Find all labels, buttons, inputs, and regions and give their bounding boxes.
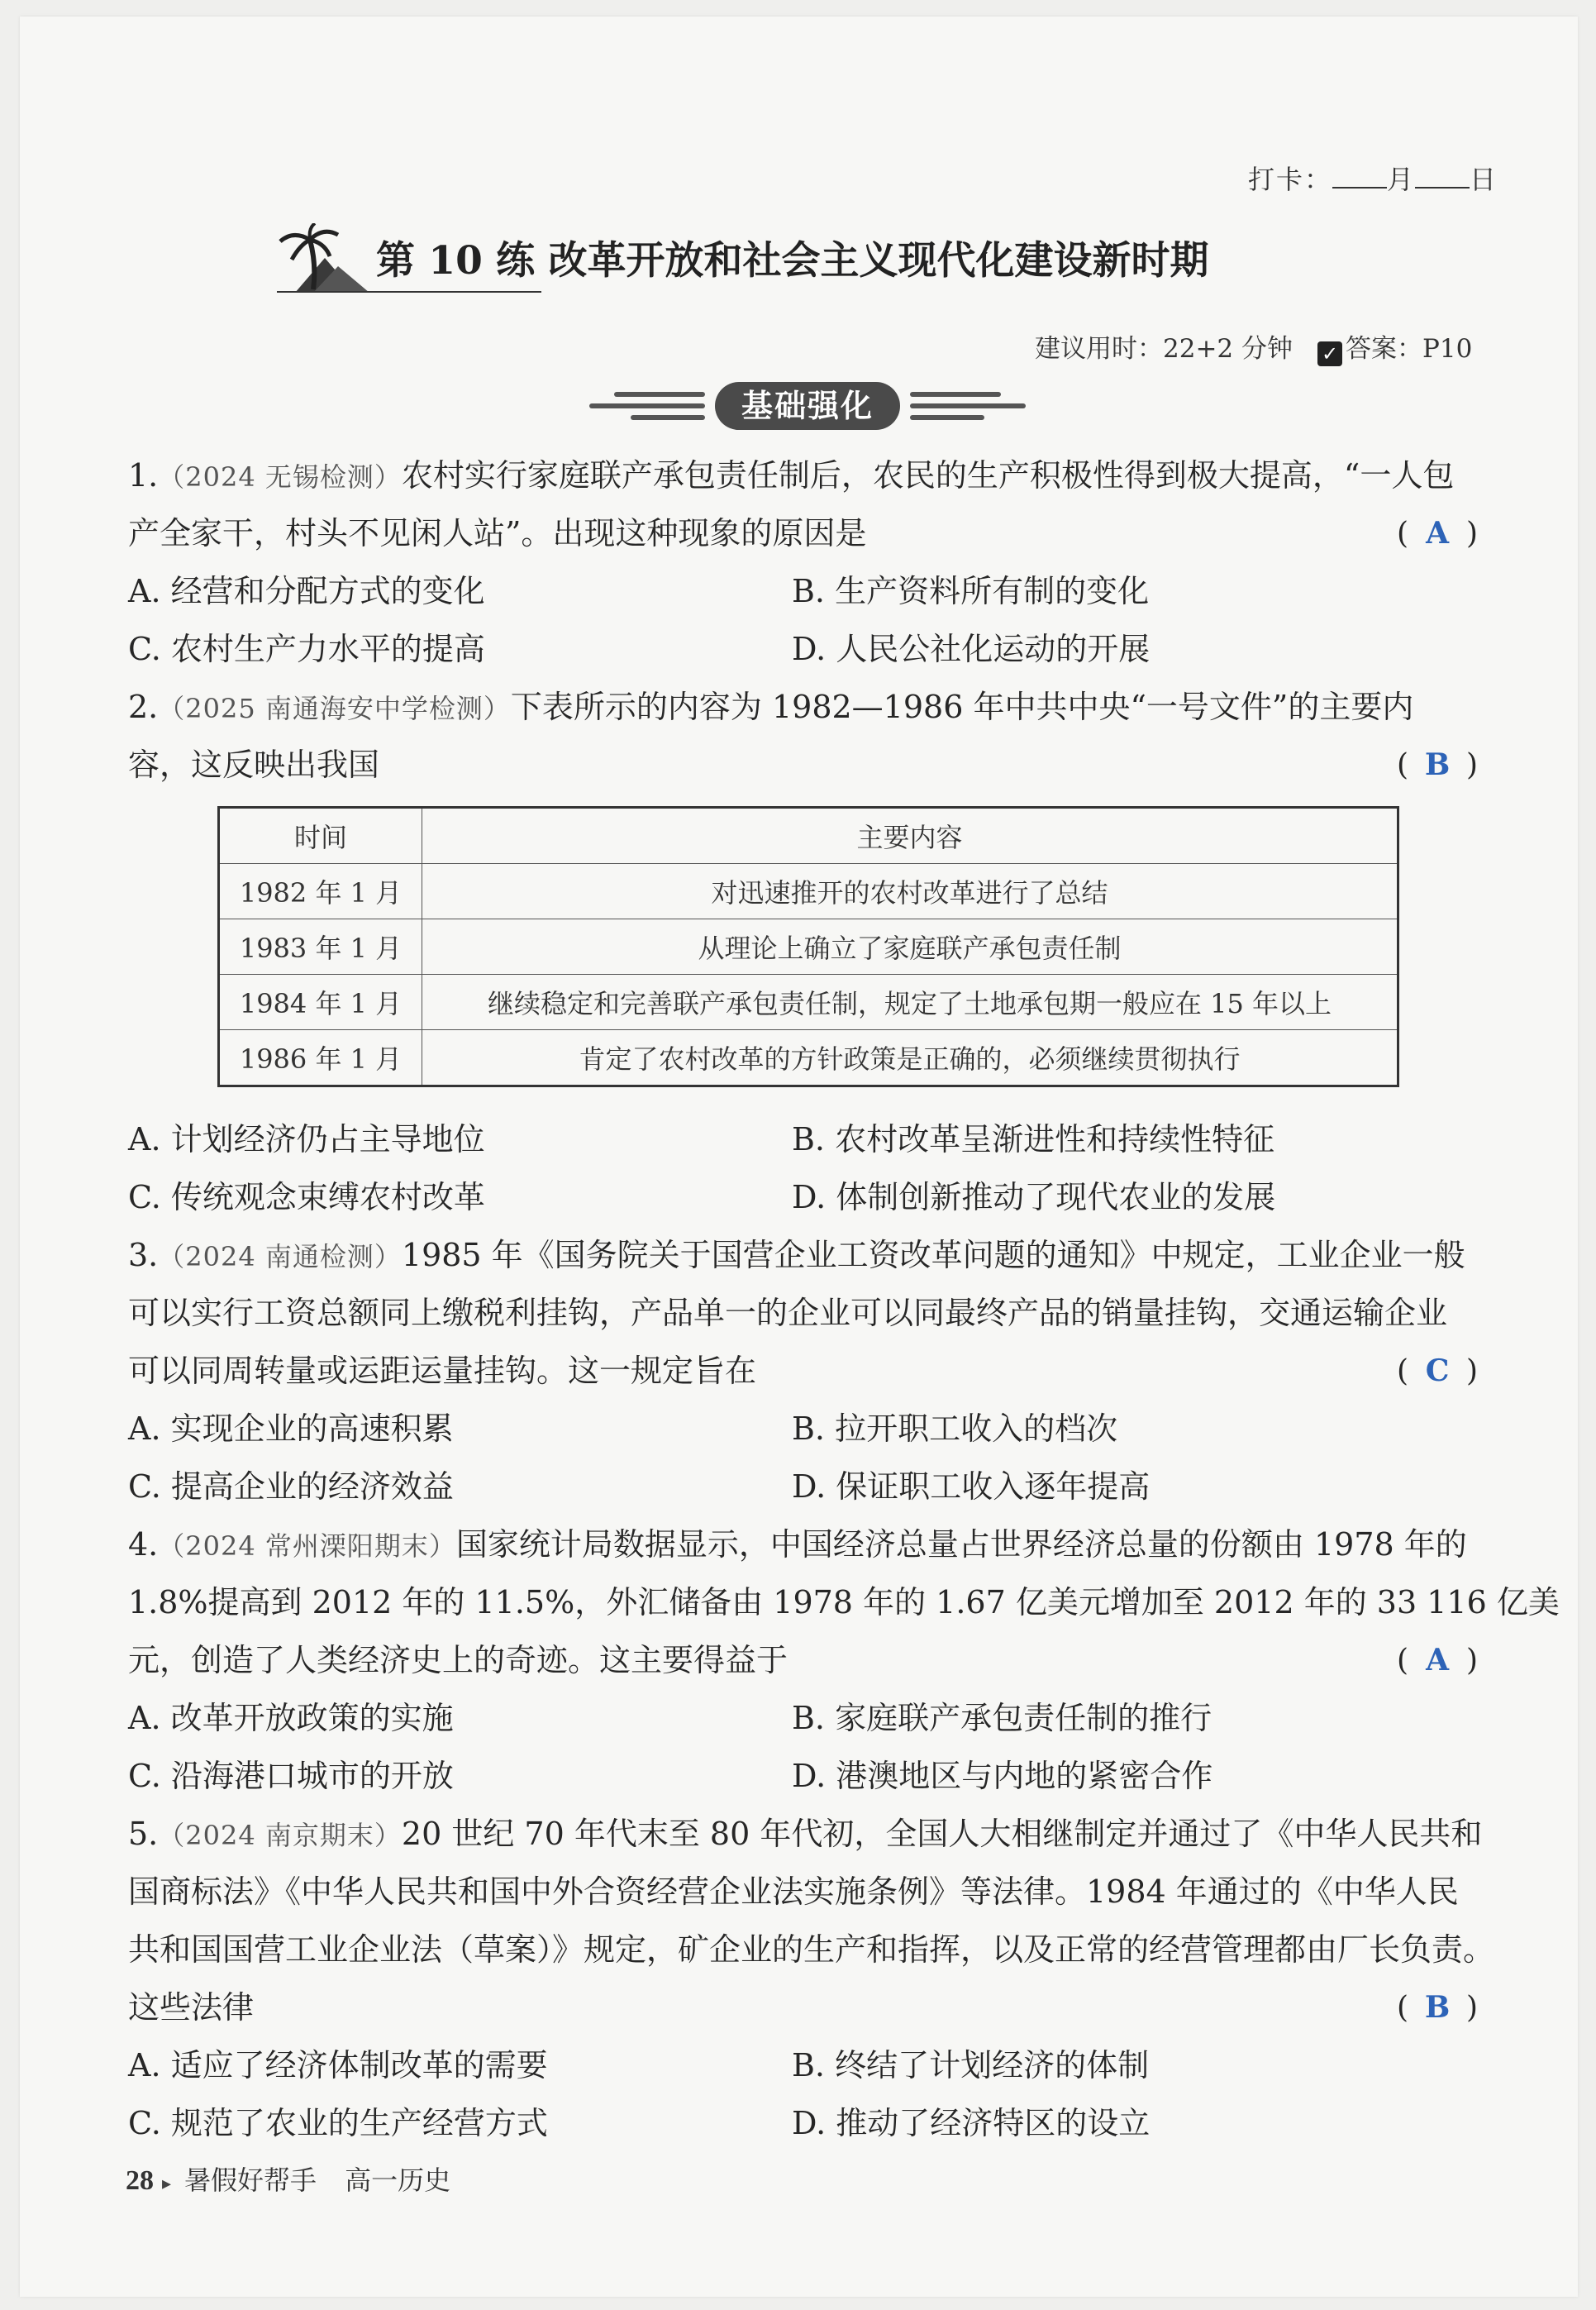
question-number: 3. <box>128 1237 159 1273</box>
question-2-line-1 <box>128 688 1413 728</box>
table-row <box>219 975 1398 1030</box>
option-c[interactable]: C. 传统观念束缚农村改革 <box>128 1179 485 1215</box>
table-header-row <box>219 808 1398 864</box>
table-row <box>219 919 1398 975</box>
question-4-answer: ( A ) <box>1397 1643 1479 1678</box>
table-row <box>219 864 1398 919</box>
option-a[interactable]: A. 改革开放政策的实施 <box>128 1700 454 1736</box>
question-4-line-1 <box>128 1525 1467 1565</box>
option-b[interactable]: B. 生产资料所有制的变化 <box>792 573 1150 609</box>
answer-letter: C <box>1425 1353 1450 1388</box>
table-row <box>219 1030 1398 1086</box>
option-d[interactable]: D. 港澳地区与内地的紧密合作 <box>792 1758 1213 1794</box>
option-c[interactable]: C. 提高企业的经济效益 <box>128 1468 454 1505</box>
question-source: （2024 常州溧阳期末） <box>158 1530 456 1562</box>
question-4-line-3: 元，创造了人类经济史上的奇迹。这主要得益于 <box>128 1642 788 1678</box>
subject-label: 高一历史 <box>345 2164 451 2196</box>
table-header-content: 主要内容 <box>422 808 1398 864</box>
palm-tree-icon <box>277 223 376 294</box>
question-source: （2024 无锡检测） <box>158 461 402 493</box>
option-b[interactable]: B. 家庭联产承包责任制的推行 <box>792 1700 1212 1736</box>
question-5-line-1 <box>128 1815 1482 1854</box>
question-5-line-3: 共和国国营工业企业法（草案）》规定，矿企业的生产和指挥，以及正常的经营管理都由厂长负责。 <box>128 1931 1495 1968</box>
option-a[interactable]: A. 经营和分配方式的变化 <box>128 573 485 609</box>
question-1-line-2: 产全家干，村头不见闲人站”。出现这种现象的原因是 <box>128 515 867 551</box>
stripe-decoration <box>614 392 705 397</box>
option-b[interactable]: B. 拉开职工收入的档次 <box>792 1410 1118 1447</box>
option-d[interactable]: D. 保证职工收入逐年提高 <box>792 1468 1151 1505</box>
question-5-line-4: 这些法律 <box>128 1989 255 2026</box>
section-title: 基础强化 <box>715 382 900 430</box>
answer-letter: A <box>1426 1643 1450 1678</box>
option-a[interactable]: A. 计划经济仍占主导地位 <box>128 1121 485 1157</box>
question-3-line-1 <box>128 1236 1465 1276</box>
question-5-answer: ( B ) <box>1397 1990 1479 2025</box>
question-3-line-3: 可以同周转量或运距运量挂钩。这一规定旨在 <box>128 1353 757 1389</box>
question-3-line-2: 可以实行工资总额同上缴税利挂钩，产品单一的企业可以同最终产品的销量挂钩，交通运输企业 <box>128 1295 1448 1331</box>
table-header-time: 时间 <box>219 808 422 864</box>
book-title: 暑假好帮手 <box>184 2164 317 2196</box>
question-number: 4. <box>128 1526 159 1563</box>
policy-table <box>217 806 1399 1087</box>
page-number: 28 <box>126 2165 154 2196</box>
question-source: （2024 南通检测） <box>158 1241 402 1272</box>
section-header <box>581 382 1027 433</box>
table-cell-time: 1983 年 1 月 <box>219 919 422 975</box>
punch-label: 打卡： <box>1248 164 1333 195</box>
answer-letter: B <box>1424 747 1451 782</box>
answer-letter: A <box>1426 516 1450 551</box>
question-5-line-2: 国商标法》《中华人民共和国中外合资经营企业法实施条例》等法律。1984 年通过的《中华人民 <box>128 1873 1459 1910</box>
lesson-title: 第 10 练 改革开放和社会主义现代化建设新时期 <box>376 238 1209 284</box>
question-stem: 20 世纪 70 年代末至 80 年代初，全国人大相继制定并通过了《中华人民共和 <box>401 1816 1483 1852</box>
option-d[interactable]: D. 体制创新推动了现代农业的发展 <box>792 1179 1276 1215</box>
question-source: （2025 南通海安中学检测） <box>158 693 511 724</box>
option-a[interactable]: A. 实现企业的高速积累 <box>128 1410 454 1447</box>
option-c[interactable]: C. 农村生产力水平的提高 <box>128 631 485 667</box>
question-number: 1. <box>128 457 159 494</box>
table-cell-time: 1986 年 1 月 <box>219 1030 422 1086</box>
question-3-answer: ( C ) <box>1397 1353 1479 1388</box>
question-number: 2. <box>128 689 159 725</box>
question-4-line-2: 1.8%提高到 2012 年的 11.5%，外汇储备由 1978 年的 1.67 亿美元增加至 2012 年的 33 116 亿美 <box>128 1584 1560 1620</box>
lesson-title-block <box>277 223 1351 298</box>
question-stem: 下表所示的内容为 1982—1986 年中共中央“一号文件”的主要内 <box>510 689 1414 725</box>
question-number: 5. <box>128 1816 159 1852</box>
table-cell-content: 肯定了农村改革的方针政策是正确的，必须继续贯彻执行 <box>422 1030 1398 1086</box>
triangle-right-icon: ▸ <box>162 2174 172 2194</box>
suggested-time: 建议用时：22+2 分钟 <box>1035 334 1293 364</box>
option-b[interactable]: B. 农村改革呈渐进性和持续性特征 <box>792 1121 1275 1157</box>
question-1-answer: ( A ) <box>1397 516 1479 551</box>
answer-reference: 答案：P10 <box>1346 334 1473 364</box>
option-c[interactable]: C. 沿海港口城市的开放 <box>128 1758 454 1794</box>
option-d[interactable]: D. 推动了经济特区的设立 <box>792 2105 1151 2141</box>
stripe-decoration <box>631 415 705 420</box>
stripe-decoration <box>589 403 705 408</box>
table-cell-time: 1984 年 1 月 <box>219 975 422 1030</box>
stripe-decoration <box>910 392 1001 397</box>
meta-line <box>1035 327 1472 366</box>
question-source: （2024 南京期末） <box>158 1820 402 1851</box>
option-d[interactable]: D. 人民公社化运动的开展 <box>792 631 1151 667</box>
checkmark-icon: ✓ <box>1317 341 1342 366</box>
question-stem: 1985 年《国务院关于国营企业工资改革问题的通知》中规定，工业企业一般 <box>401 1237 1465 1273</box>
day-blank[interactable] <box>1415 165 1470 189</box>
punch-in-line <box>1248 159 1498 197</box>
option-c[interactable]: C. 规范了农业的生产经营方式 <box>128 2105 548 2141</box>
table-cell-content: 继续稳定和完善联产承包责任制，规定了土地承包期一般应在 15 年以上 <box>422 975 1398 1030</box>
question-stem: 国家统计局数据显示，中国经济总量占世界经济总量的份额由 1978 年的 <box>455 1526 1467 1563</box>
table-cell-time: 1982 年 1 月 <box>219 864 422 919</box>
table-cell-content: 对迅速推开的农村改革进行了总结 <box>422 864 1398 919</box>
question-1-line-1 <box>128 456 1454 496</box>
option-a[interactable]: A. 适应了经济体制改革的需要 <box>128 2047 548 2083</box>
question-stem: 农村实行家庭联产承包责任制后，农民的生产积极性得到极大提高，“一人包 <box>401 457 1455 494</box>
month-blank[interactable] <box>1332 165 1387 189</box>
page-footer <box>126 2160 450 2198</box>
question-2-answer: ( B ) <box>1397 747 1479 782</box>
option-b[interactable]: B. 终结了计划经济的体制 <box>792 2047 1150 2083</box>
question-2-line-2: 容，这反映出我国 <box>128 747 380 783</box>
stripe-decoration <box>910 415 984 420</box>
title-underline <box>277 291 541 293</box>
month-label: 月 <box>1387 164 1416 195</box>
answer-letter: B <box>1424 1990 1451 2025</box>
table-cell-content: 从理论上确立了家庭联产承包责任制 <box>422 919 1398 975</box>
stripe-decoration <box>910 403 1026 408</box>
day-label: 日 <box>1470 164 1498 195</box>
